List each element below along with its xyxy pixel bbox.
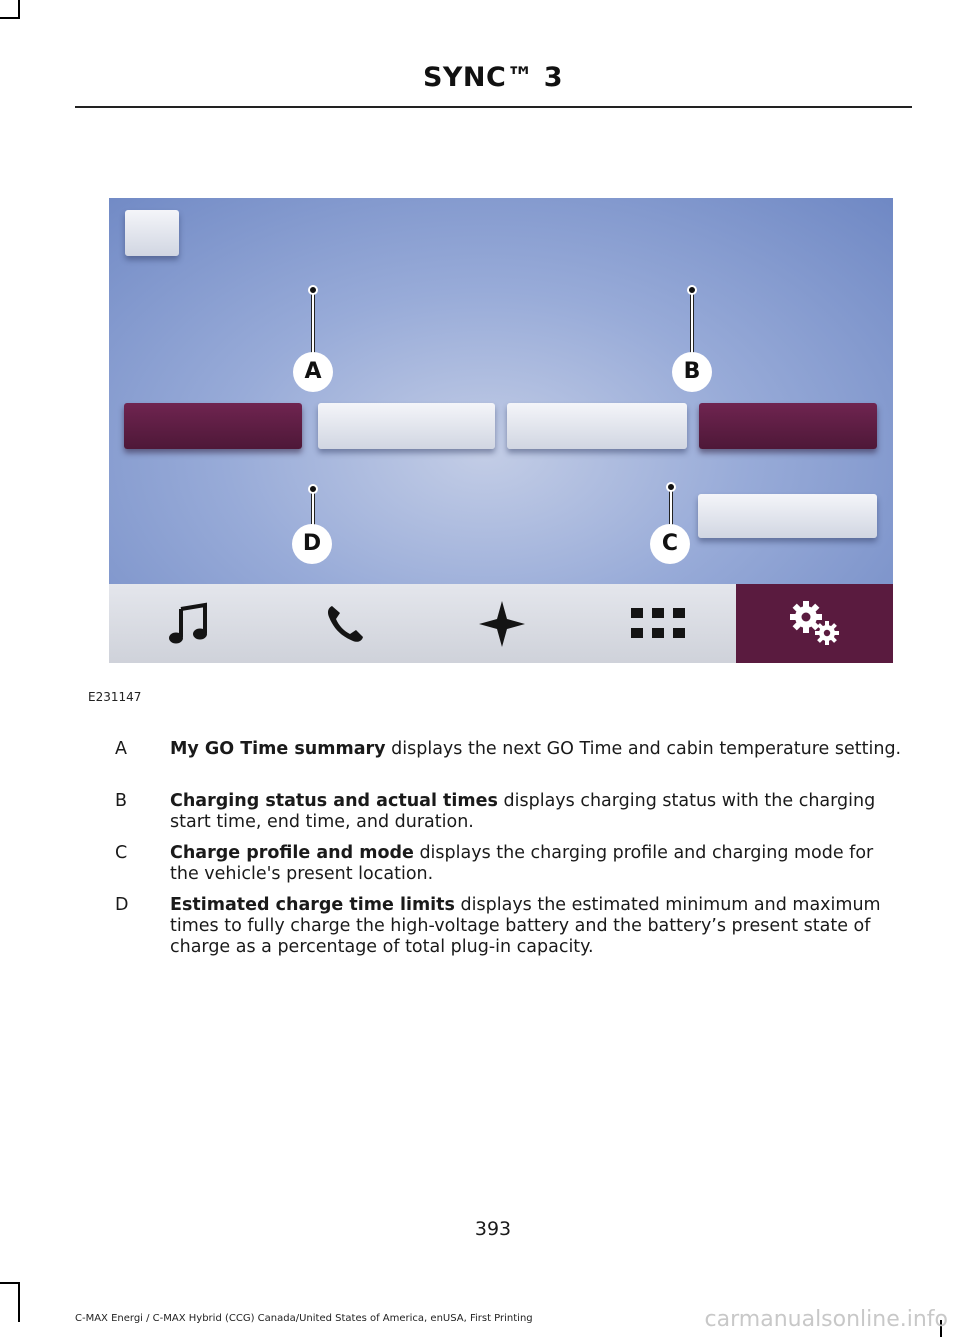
callout-b-dot bbox=[687, 285, 697, 295]
entry-letter: C bbox=[115, 843, 128, 863]
back-button-tile bbox=[125, 210, 179, 256]
phone-icon bbox=[323, 602, 367, 646]
settings-tile-3 bbox=[507, 403, 687, 449]
entry-term: My GO Time summary bbox=[170, 739, 386, 759]
nav-apps bbox=[580, 584, 736, 663]
callout-c-dot bbox=[666, 482, 676, 492]
figure-id: E231147 bbox=[88, 690, 142, 704]
page-header-title: SYNC™ 3 bbox=[422, 62, 564, 93]
entry-description: displays the next GO Time and cabin temperature setting. bbox=[385, 739, 902, 759]
entry-description: displays charging status with the charging start time, end time, and duration. bbox=[170, 791, 876, 832]
crop-mark-top-left-h bbox=[0, 17, 20, 19]
nav-settings bbox=[736, 584, 893, 663]
charging-status-tile bbox=[699, 403, 877, 449]
navigation-icon bbox=[477, 599, 527, 649]
entry-term: Charge profile and mode bbox=[170, 843, 414, 863]
page-number: 393 bbox=[474, 1218, 512, 1240]
callout-c-badge: C bbox=[650, 524, 690, 564]
go-time-summary-tile bbox=[124, 403, 302, 449]
entry-letter: D bbox=[115, 895, 129, 915]
watermark: carmanualsonline.info bbox=[704, 1307, 948, 1332]
bottom-nav-bar bbox=[109, 584, 893, 663]
callout-d-dot bbox=[308, 484, 318, 494]
nav-phone bbox=[266, 584, 423, 663]
settings-gears-icon bbox=[786, 599, 844, 649]
entry-letter: A bbox=[115, 739, 127, 759]
callout-a-dot bbox=[308, 285, 318, 295]
settings-tile-2 bbox=[318, 403, 495, 449]
entry-term: Estimated charge time limits bbox=[170, 895, 455, 915]
entry-description: displays the charging profile and charging mode for the vehicle's present location. bbox=[170, 843, 874, 884]
callout-a-badge: A bbox=[293, 352, 333, 392]
nav-navigation bbox=[423, 584, 580, 663]
callout-d-badge: D bbox=[292, 524, 332, 564]
crop-mark-top-left-v bbox=[18, 0, 20, 17]
crop-mark-bottom-left-v bbox=[18, 1282, 20, 1322]
apps-grid-icon bbox=[631, 608, 685, 640]
charge-profile-tile bbox=[698, 494, 877, 538]
entry-term: Charging status and actual times bbox=[170, 791, 498, 811]
nav-audio bbox=[109, 584, 266, 663]
entry-letter: B bbox=[115, 791, 128, 811]
crop-mark-bottom-left-h bbox=[0, 1282, 20, 1284]
entry-description: displays the estimated minimum and maximum times to fully charge the high-voltage battery and the battery’s present state of charge as a percentage of total plug-in capacity. bbox=[170, 895, 881, 957]
callout-b-badge: B bbox=[672, 352, 712, 392]
header-rule bbox=[75, 106, 912, 108]
music-note-icon bbox=[165, 601, 211, 647]
sync-screen-illustration bbox=[109, 198, 893, 663]
footer-edition: C-MAX Energi / C-MAX Hybrid (CCG) Canada/United States of America, enUSA, First Printing bbox=[75, 1313, 533, 1324]
